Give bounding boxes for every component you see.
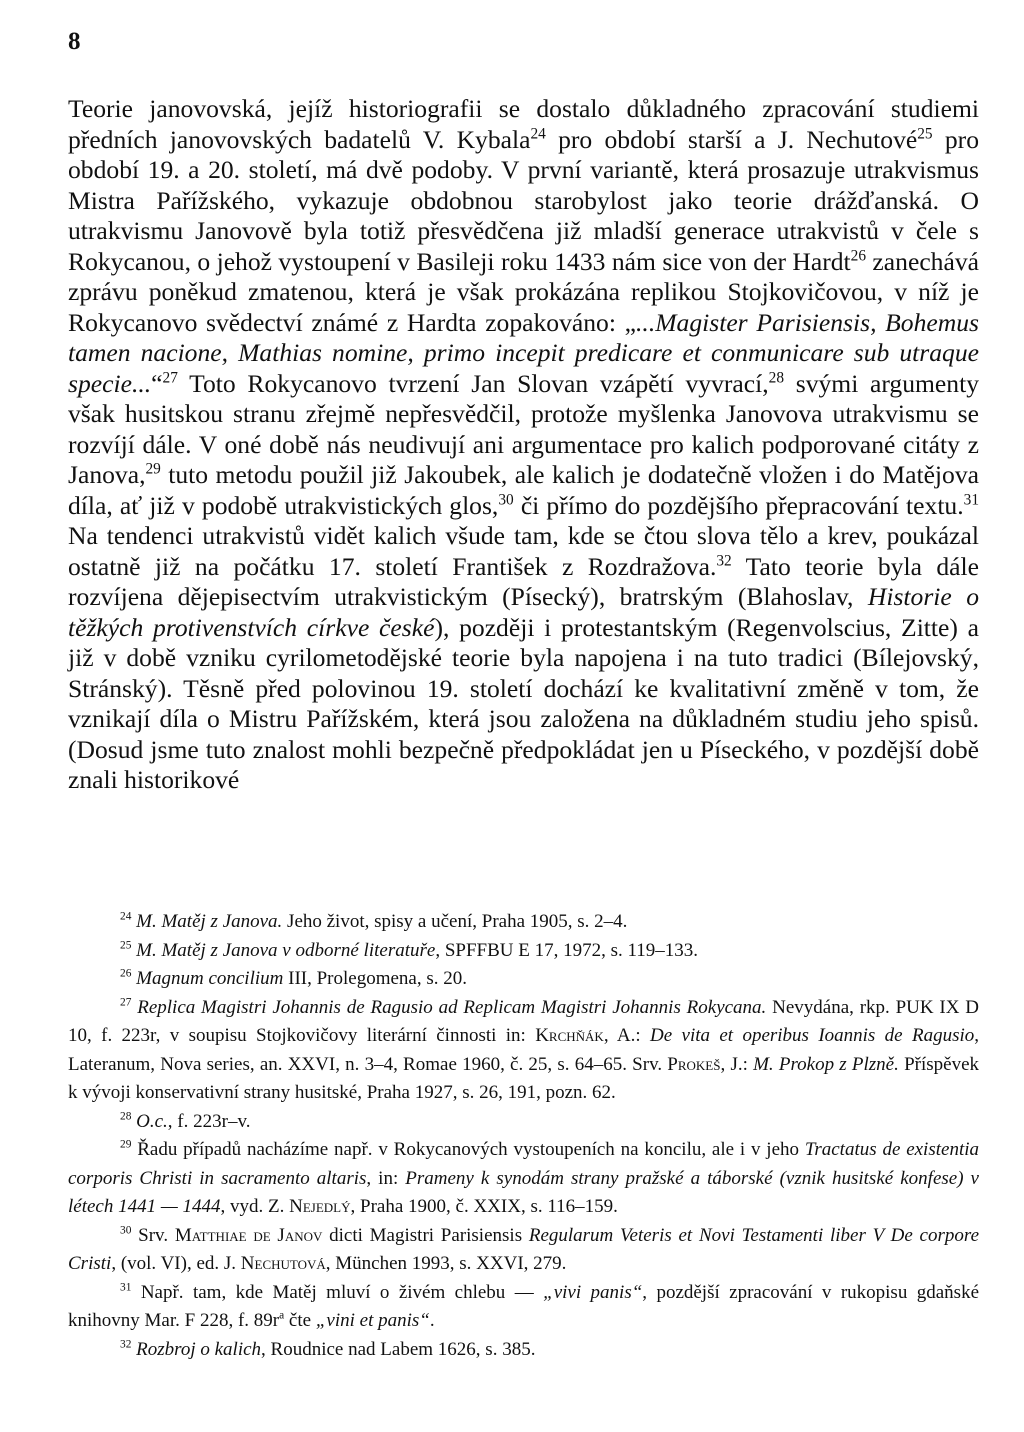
footnote-number: 28 (120, 1110, 132, 1123)
footnote-italic: M. Matěj z Janova v odborné literatuře (136, 939, 436, 961)
footnote-italic: Regularum Veteris et Novi Testamenti liber V De corpore Cristi (68, 1224, 980, 1274)
footnote-text: , A.: (603, 1025, 650, 1046)
footnote-ref: 24 (530, 124, 546, 142)
footnote-italic: De vita et operibus Ioannis de Ragusio (650, 1025, 975, 1046)
body-text: tuto metodu použil již Jakoubek, ale kalich je dodatečně vložen i do Matějova díla, ať již v podobě utrakvistických glos, (68, 460, 979, 520)
latin-quote: ...Magister Parisiensis, Bohemus tamen nacione, Mathias nomine, primo incepit predicare et conmunicare sub utraque specie... (68, 307, 979, 398)
body-text: Toto Rokycanovo tvrzení Jan Slovan vzápětí vyvrací, (177, 368, 769, 398)
footnote-text: , SPFFBU E 17, 1972, s. 119–133. (435, 939, 699, 961)
quote-open-mark: „ (624, 307, 637, 337)
footnote-text: , Lateranum, Nova series, an. XXVI, n. 3–4, Romae 1960, č. 25, s. 64–65. Srv. (68, 1025, 980, 1075)
body-text: Tato teorie byla dále rozvíjena dějepisectvím utrakvistickým (Písecký), bratrským (Blahoslav, (68, 551, 979, 611)
footnote-text: . (429, 1310, 435, 1331)
footnote-italic: Replica Magistri Johannis de Ragusio ad Replicam Magistri Johannis Rokycana. (137, 996, 767, 1018)
footnote-number: 25 (120, 939, 132, 952)
footnote-text: , f. 223r–v. (167, 1110, 251, 1132)
body-text: pro období 19. a 20. století, má dvě podoby. V první variantě, která prosazuje utrakvismus Mistra Pařížského, vykazuje obdobnou starobylost jako teorie drážďanská. O utrakvismu Janovově byla totiž přesvědčena již mladší generace utrakvistů v čele s Rokycanou, o jehož vystoupení v Basileji roku 1433 nám sice von der Hardt (68, 124, 979, 276)
author-name: Matthiae de Janov (174, 1224, 323, 1246)
footnote-ref: 30 (498, 490, 514, 508)
footnote-ref: 27 (162, 368, 178, 386)
footnote-text: Jeho život, spisy a učení, Praha 1905, s. 2–4. (282, 911, 628, 932)
footnote-32 (68, 1336, 979, 1365)
body-text: či přímo do pozdějšího přepracování textu. (513, 490, 964, 520)
footnote-ref: 25 (917, 124, 933, 142)
body-text: zanechává zprávu poněkud zmatenou, která je však prokázána replikou Stojkovičovou, v níž je Rokycanovo svědectví známé z Hardta zopakováno: (68, 246, 979, 337)
footnote-text: , in: (366, 1167, 406, 1189)
body-text: svými argumenty však husitskou stranu zřejmě nepřesvědčil, protože myšlenka Janovova utrakvismu se rozvíjí dále. V oné době nás neudivují ani argumentace pro kalich podporované citáty z Janova, (68, 368, 979, 489)
footnote-28 (68, 1108, 979, 1137)
footnote-italic: M. Matěj z Janova. (136, 911, 283, 932)
footnote-number: 24 (120, 910, 132, 923)
footnote-text: , Praha 1900, č. XXIX, s. 116–159. (350, 1196, 618, 1217)
footnote-text: Příspěvek k vývoji konservativní strany husitské, Praha 1927, s. 26, 191, pozn. 62. (68, 1053, 979, 1103)
body-text: pro období starší a J. Nechutové (545, 124, 918, 154)
footnote-number: 29 (120, 1138, 132, 1151)
footnote-31 (68, 1279, 979, 1336)
page-number: 8 (68, 28, 81, 55)
folio-superscript: a (279, 1309, 285, 1322)
footnote-italic: Tractatus de existentia corporis Christi in sacramento altaris (68, 1139, 980, 1189)
footnote-ref: 32 (716, 551, 732, 569)
footnote-text: , J.: (720, 1053, 754, 1075)
footnote-number: 26 (120, 967, 132, 980)
footnote-text: Řadu případů nacházíme např. v Rokycanových vystoupeních na koncilu, ale i v jeho (137, 1139, 805, 1160)
footnote-text: čte (284, 1310, 316, 1331)
footnote-number: 30 (120, 1224, 132, 1237)
footnote-italic: Magnum concilium (136, 968, 284, 989)
footnote-text: Srv. (138, 1224, 175, 1246)
author-name: Nechutová (240, 1253, 326, 1274)
footnote-ref: 31 (963, 490, 979, 508)
footnote-number: 27 (120, 996, 132, 1009)
footnote-ref: 29 (145, 460, 161, 478)
body-text: ), později i protestantským (Regenvolscius, Zitte) a již v době vzniku cyrilometodějské teorie byla napojena i na tuto tradici (Bílejovský, Stránský). Těsně před polovinou 19. století dochází ke kvalitativní změně v tom, že vznikají díla o Mistru Pařížském, která jsou založena na důkladném studiu jeho spisů. (Dosud jsme tuto znalost mohli bezpečně předpokládat jen u Píseckého, v pozdější době znali historikové (68, 612, 980, 794)
footnote-italic: „vini et panis“ (315, 1310, 430, 1331)
footnote-text: Nevydána, rkp. PUK IX D 10, f. 223r, v soupisu Stojkovičovy literární činnosti in: (68, 996, 980, 1046)
footnote-27 (68, 994, 979, 1108)
body-paragraph (68, 94, 979, 796)
footnote-26 (68, 965, 979, 994)
quote-close-mark: “ (151, 368, 163, 398)
footnote-italic: M. Prokop z Plzně. (753, 1053, 899, 1075)
footnote-number: 32 (120, 1338, 132, 1351)
book-title: Historie o těžkých protivenstvích církve české (68, 582, 979, 642)
footnote-text: III, Prolegomena, s. 20. (283, 968, 468, 989)
footnote-24 (68, 908, 979, 937)
footnote-text: Např. tam, kde Matěj mluví o živém chlebu — (140, 1281, 544, 1303)
author-name: Nejedlý (289, 1196, 351, 1217)
footnote-text: , (vol. VI), ed. J. (111, 1253, 241, 1274)
body-text: Teorie janovovská, jejíž historiografii se dostalo důkladného zpracování studiemi předních janovovských badatelů V. Kybala (68, 94, 979, 154)
footnote-ref: 26 (850, 246, 867, 264)
author-name: Krchňák (535, 1025, 604, 1046)
footnote-29 (68, 1136, 979, 1222)
footnote-text: , vyd. Z. (220, 1196, 290, 1217)
footnote-text: , Roudnice nad Labem 1626, s. 385. (261, 1338, 536, 1360)
footnote-text: , pozdější zpracování v rukopisu gdaňské knihovny Mar. F 228, f. 89r (68, 1281, 979, 1331)
footnote-text: , München 1993, s. XXVI, 279. (325, 1253, 567, 1274)
body-text: Na tendenci utrakvistů vidět kalich všude tam, kde se čtou slova tělo a krev, poukázal ostatně již na počátku 17. století František z Rozdražova. (68, 521, 979, 581)
footnote-italic: „vivi panis“ (543, 1281, 643, 1303)
footnote-italic: Rozbroj o kalich (136, 1338, 262, 1360)
author-name: Prokeš (667, 1053, 721, 1075)
footnote-30 (68, 1222, 979, 1279)
footnotes (68, 908, 979, 1364)
footnote-ref: 28 (768, 368, 785, 386)
footnote-text: dicti Magistri Parisiensis (322, 1224, 529, 1246)
footnote-25 (68, 937, 979, 966)
footnote-number: 31 (120, 1281, 132, 1294)
footnote-italic: Prameny k synodám strany pražské a táborské (vznik husitské konfese) v létech 1441 — 1444 (68, 1167, 979, 1217)
footnote-italic: O.c. (136, 1110, 168, 1132)
